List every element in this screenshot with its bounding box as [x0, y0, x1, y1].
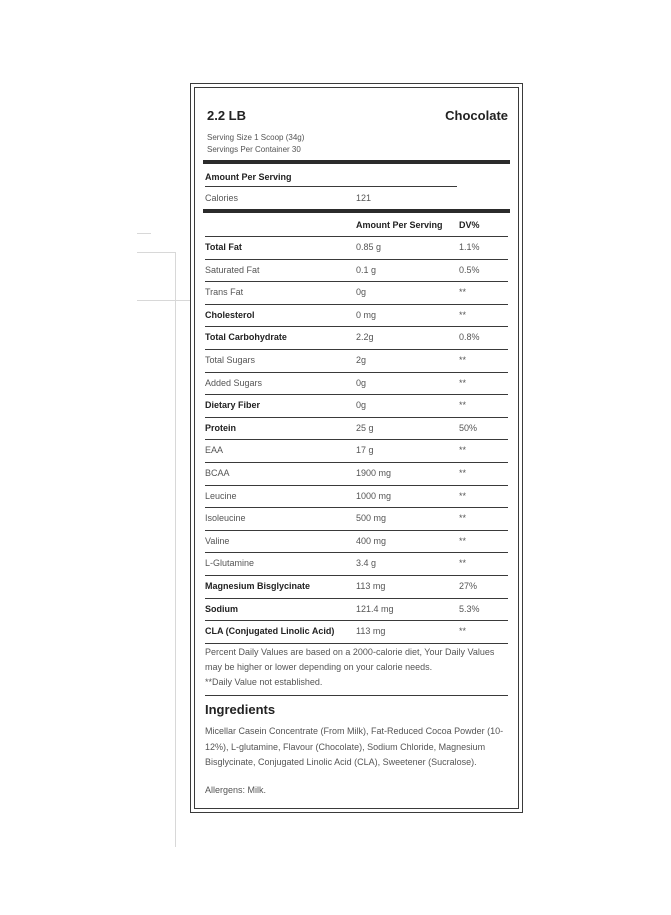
servings-per-container: Servings Per Container 30 [207, 145, 301, 154]
nutrient-amount: 121.4 mg [356, 603, 394, 614]
nutrient-row [205, 282, 508, 305]
daily-value-note: Percent Daily Values are based on a 2000-calorie diet, Your Daily Values may be higher or lower depending on your calorie needs. [205, 647, 495, 672]
nutrient-amount: 17 g [356, 445, 374, 456]
nutrient-name: Added Sugars [205, 377, 263, 388]
package-size: 2.2 LB [207, 108, 247, 123]
background-line [137, 300, 190, 301]
nutrient-name: Valine [205, 535, 230, 546]
nutrient-amount: 0g [356, 287, 367, 298]
nutrient-amount: 0.1 g [356, 264, 377, 275]
nutrient-dv: ** [459, 377, 467, 388]
amount-per-serving-heading: Amount Per Serving [205, 172, 292, 182]
nutrient-row [205, 463, 508, 486]
allergens: Allergens: Milk. [205, 785, 267, 795]
nutrient-dv: ** [459, 535, 467, 546]
nutrient-amount: 2g [356, 355, 367, 365]
label-header [207, 108, 508, 160]
nutrient-dv: ** [459, 490, 467, 501]
nutrient-name: EAA [205, 445, 224, 456]
nutrient-amount: 400 mg [356, 535, 387, 546]
dv-column-header: DV% [459, 220, 480, 230]
nutrient-row [205, 305, 508, 328]
nutrient-row [205, 395, 508, 418]
nutrient-name: Trans Fat [205, 287, 244, 298]
nutrient-dv: ** [459, 513, 467, 524]
calories-label: Calories [205, 193, 239, 203]
divider [205, 186, 457, 187]
background-line [137, 233, 151, 234]
ingredients-title: Ingredients [205, 702, 276, 717]
nutrient-dv: ** [459, 400, 467, 411]
nutrient-name: Cholesterol [205, 309, 255, 320]
nutrient-row [205, 237, 508, 260]
column-headers [205, 215, 508, 237]
nutrient-name: Saturated Fat [205, 264, 260, 275]
nutrient-amount: 3.4 g [356, 558, 377, 569]
nutrient-amount: 500 mg [356, 513, 387, 524]
nutrient-amount: 1900 mg [356, 468, 392, 478]
nutrient-row [205, 260, 508, 283]
nutrient-amount: 2.2g [356, 332, 374, 343]
footnote [205, 645, 508, 690]
nutrient-dv: 5.3% [459, 603, 480, 614]
nutrient-amount: 1000 mg [356, 490, 392, 501]
serving-size: Serving Size 1 Scoop (34g) [207, 133, 305, 142]
nutrient-row [205, 553, 508, 576]
nutrient-name: Protein [205, 422, 237, 433]
background-line [137, 252, 175, 253]
nutrient-row [205, 486, 508, 509]
nutrient-dv: 0.5% [459, 264, 480, 275]
nutrient-dv: ** [459, 309, 467, 320]
nutrient-name: L-Glutamine [205, 558, 255, 569]
nutrient-amount: 25 g [356, 422, 374, 433]
nutrient-dv: ** [459, 558, 467, 569]
nutrient-name: Total Carbohydrate [205, 332, 287, 343]
thick-divider [203, 160, 510, 164]
nutrition-label [190, 83, 523, 813]
nutrient-name: Total Fat [205, 242, 242, 252]
divider [205, 695, 508, 696]
nutrient-row [205, 576, 508, 599]
nutrient-amount: 0.85 g [356, 242, 382, 252]
nutrient-dv: 27% [459, 581, 478, 591]
nutrient-amount: 113 mg [356, 626, 386, 637]
nutrient-name: Sodium [205, 603, 238, 614]
nutrient-row [205, 418, 508, 441]
nutrient-dv: ** [459, 355, 467, 365]
nutrient-dv: 1.1% [459, 242, 480, 252]
nutrient-name: Total Sugars [205, 355, 256, 365]
nutrient-row [205, 350, 508, 373]
flavor: Chocolate [445, 108, 508, 123]
serving-info [207, 132, 304, 156]
nutrient-amount: 0g [356, 400, 367, 411]
nutrient-dv: ** [459, 445, 467, 456]
not-established-note: **Daily Value not established. [205, 677, 323, 687]
nutrient-row [205, 531, 508, 554]
nutrient-dv: ** [459, 468, 467, 478]
nutrient-amount: 0 mg [356, 309, 377, 320]
nutrient-row [205, 599, 508, 622]
nutrient-name: Isoleucine [205, 513, 246, 524]
nutrient-amount: 0g [356, 377, 367, 388]
nutrient-row [205, 621, 508, 644]
background-line [175, 252, 176, 847]
nutrient-row [205, 440, 508, 463]
row-divider [205, 643, 508, 644]
nutrient-name: Magnesium Bisglycinate [205, 581, 311, 591]
calories-row [205, 188, 508, 210]
calories-value: 121 [356, 193, 372, 203]
nutrient-name: Dietary Fiber [205, 400, 261, 411]
nutrient-row [205, 373, 508, 396]
ingredients-text: Micellar Casein Concentrate (From Milk), Fat-Reduced Cocoa Powder (10-12%), L-glutamine, Flavour (Chocolate), Sodium Chloride, Magnesium Bisglycinate, Conjugated Linolic Acid (CLA), Sweetener (Sucralose). [205, 726, 504, 767]
nutrient-name: BCAA [205, 468, 230, 478]
nutrient-dv: 50% [459, 422, 478, 433]
nutrient-dv: ** [459, 626, 467, 637]
nutrition-label-inner [194, 87, 519, 809]
nutrient-dv: ** [459, 287, 467, 298]
nutrient-dv: 0.8% [459, 332, 480, 343]
nutrient-name: CLA (Conjugated Linolic Acid) [205, 626, 335, 637]
nutrient-amount: 113 mg [356, 581, 386, 591]
amount-column-header: Amount Per Serving [356, 220, 443, 230]
nutrient-row [205, 508, 508, 531]
nutrient-name: Leucine [205, 490, 237, 501]
thick-divider [203, 209, 510, 213]
nutrient-row [205, 327, 508, 350]
